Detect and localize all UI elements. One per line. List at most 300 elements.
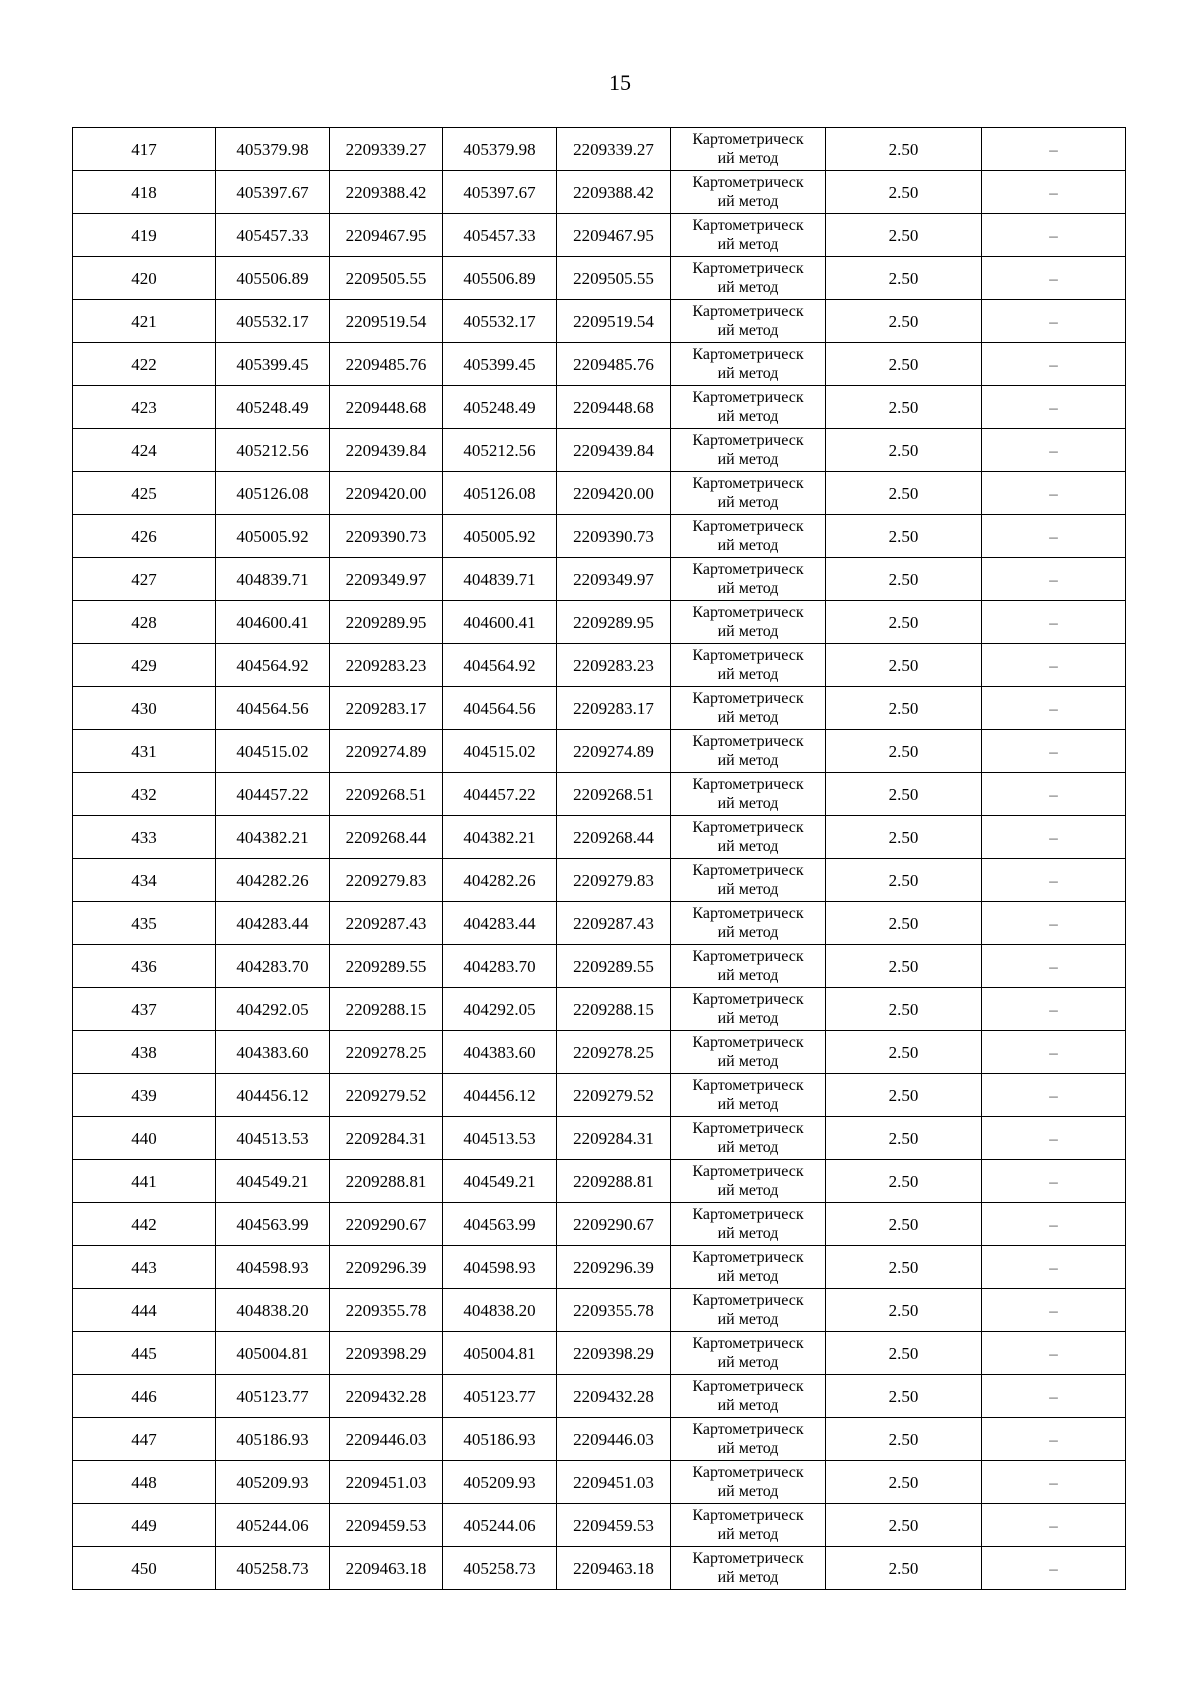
y-existing-cell: 2209290.67 — [330, 1203, 443, 1246]
x-existing-cell: 405126.08 — [216, 472, 330, 515]
x-existing-cell: 404282.26 — [216, 859, 330, 902]
x-new-cell: 404549.21 — [443, 1160, 557, 1203]
point-number-cell: 425 — [73, 472, 216, 515]
method-cell — [671, 1289, 826, 1332]
accuracy-cell: 2.50 — [826, 300, 982, 343]
accuracy-cell: 2.50 — [826, 386, 982, 429]
note-cell: – — [982, 601, 1126, 644]
y-existing-cell: 2209463.18 — [330, 1547, 443, 1590]
accuracy-cell: 2.50 — [826, 1289, 982, 1332]
y-new-cell: 2209432.28 — [557, 1375, 671, 1418]
method-line-1: Картометрическ — [692, 1507, 804, 1524]
y-new-cell: 2209283.23 — [557, 644, 671, 687]
note-cell: – — [982, 386, 1126, 429]
x-existing-cell: 404564.56 — [216, 687, 330, 730]
x-existing-cell: 405532.17 — [216, 300, 330, 343]
method-line-2: ий метод — [717, 1483, 779, 1500]
point-number-cell: 439 — [73, 1074, 216, 1117]
point-number-cell: 426 — [73, 515, 216, 558]
accuracy-cell: 2.50 — [826, 1418, 982, 1461]
accuracy-cell: 2.50 — [826, 429, 982, 472]
note-cell: – — [982, 1332, 1126, 1375]
y-existing-cell: 2209390.73 — [330, 515, 443, 558]
x-existing-cell: 405209.93 — [216, 1461, 330, 1504]
y-new-cell: 2209349.97 — [557, 558, 671, 601]
method-line-1: Картометрическ — [692, 1378, 804, 1395]
x-new-cell: 404838.20 — [443, 1289, 557, 1332]
note-cell: – — [982, 343, 1126, 386]
table-row — [73, 1375, 1126, 1418]
method-cell — [671, 1160, 826, 1203]
method-line-1: Картометрическ — [692, 905, 804, 922]
method-line-2: ий метод — [717, 451, 779, 468]
x-new-cell: 405399.45 — [443, 343, 557, 386]
y-new-cell: 2209289.55 — [557, 945, 671, 988]
point-number-cell: 417 — [73, 128, 216, 171]
y-new-cell: 2209390.73 — [557, 515, 671, 558]
y-existing-cell: 2209283.17 — [330, 687, 443, 730]
y-new-cell: 2209420.00 — [557, 472, 671, 515]
x-existing-cell: 404292.05 — [216, 988, 330, 1031]
point-number-cell: 421 — [73, 300, 216, 343]
method-cell — [671, 1117, 826, 1160]
y-existing-cell: 2209388.42 — [330, 171, 443, 214]
accuracy-cell: 2.50 — [826, 343, 982, 386]
table-row — [73, 1160, 1126, 1203]
point-number-cell: 446 — [73, 1375, 216, 1418]
method-line-2: ий метод — [717, 279, 779, 296]
x-existing-cell: 404283.70 — [216, 945, 330, 988]
y-new-cell: 2209288.81 — [557, 1160, 671, 1203]
method-line-1: Картометрическ — [692, 1077, 804, 1094]
method-line-1: Картометрическ — [692, 1550, 804, 1567]
y-new-cell: 2209485.76 — [557, 343, 671, 386]
point-number-cell: 435 — [73, 902, 216, 945]
y-new-cell: 2209278.25 — [557, 1031, 671, 1074]
method-line-2: ий метод — [717, 1397, 779, 1414]
method-line-1: Картометрическ — [692, 991, 804, 1008]
point-number-cell: 447 — [73, 1418, 216, 1461]
table-row — [73, 1074, 1126, 1117]
note-cell: – — [982, 1289, 1126, 1332]
note-cell: – — [982, 773, 1126, 816]
point-number-cell: 437 — [73, 988, 216, 1031]
point-number-cell: 449 — [73, 1504, 216, 1547]
note-cell: – — [982, 1203, 1126, 1246]
y-existing-cell: 2209283.23 — [330, 644, 443, 687]
x-new-cell: 404839.71 — [443, 558, 557, 601]
method-cell — [671, 1504, 826, 1547]
table-row — [73, 558, 1126, 601]
x-new-cell: 405258.73 — [443, 1547, 557, 1590]
accuracy-cell: 2.50 — [826, 1375, 982, 1418]
table-row — [73, 644, 1126, 687]
point-number-cell: 430 — [73, 687, 216, 730]
accuracy-cell: 2.50 — [826, 859, 982, 902]
method-line-1: Картометрическ — [692, 862, 804, 879]
y-existing-cell: 2209279.52 — [330, 1074, 443, 1117]
point-number-cell: 427 — [73, 558, 216, 601]
y-new-cell: 2209355.78 — [557, 1289, 671, 1332]
method-cell — [671, 1203, 826, 1246]
x-new-cell: 404283.44 — [443, 902, 557, 945]
x-existing-cell: 405506.89 — [216, 257, 330, 300]
x-new-cell: 404513.53 — [443, 1117, 557, 1160]
point-number-cell: 448 — [73, 1461, 216, 1504]
x-existing-cell: 404600.41 — [216, 601, 330, 644]
table-row — [73, 687, 1126, 730]
x-new-cell: 405126.08 — [443, 472, 557, 515]
table-row — [73, 601, 1126, 644]
accuracy-cell: 2.50 — [826, 945, 982, 988]
point-number-cell: 443 — [73, 1246, 216, 1289]
y-existing-cell: 2209467.95 — [330, 214, 443, 257]
table-row — [73, 988, 1126, 1031]
y-new-cell: 2209519.54 — [557, 300, 671, 343]
y-new-cell: 2209459.53 — [557, 1504, 671, 1547]
table-row — [73, 257, 1126, 300]
note-cell: – — [982, 1504, 1126, 1547]
table-row — [73, 1547, 1126, 1590]
x-existing-cell: 404457.22 — [216, 773, 330, 816]
method-line-2: ий метод — [717, 1225, 779, 1242]
y-existing-cell: 2209439.84 — [330, 429, 443, 472]
note-cell: – — [982, 1418, 1126, 1461]
method-line-1: Картометрическ — [692, 1163, 804, 1180]
x-new-cell: 404283.70 — [443, 945, 557, 988]
y-new-cell: 2209279.83 — [557, 859, 671, 902]
table-row — [73, 1504, 1126, 1547]
x-existing-cell: 404515.02 — [216, 730, 330, 773]
accuracy-cell: 2.50 — [826, 472, 982, 515]
x-new-cell: 405457.33 — [443, 214, 557, 257]
x-existing-cell: 405258.73 — [216, 1547, 330, 1590]
y-existing-cell: 2209519.54 — [330, 300, 443, 343]
method-line-2: ий метод — [717, 1354, 779, 1371]
method-cell — [671, 343, 826, 386]
x-existing-cell: 405397.67 — [216, 171, 330, 214]
method-line-1: Картометрическ — [692, 217, 804, 234]
method-line-2: ий метод — [717, 537, 779, 554]
method-line-1: Картометрическ — [692, 518, 804, 535]
method-cell — [671, 386, 826, 429]
method-line-1: Картометрическ — [692, 776, 804, 793]
point-number-cell: 423 — [73, 386, 216, 429]
point-number-cell: 441 — [73, 1160, 216, 1203]
note-cell: – — [982, 816, 1126, 859]
x-new-cell: 404563.99 — [443, 1203, 557, 1246]
x-existing-cell: 405399.45 — [216, 343, 330, 386]
x-existing-cell: 405248.49 — [216, 386, 330, 429]
x-new-cell: 404382.21 — [443, 816, 557, 859]
coordinates-table — [72, 127, 1126, 1590]
x-new-cell: 404598.93 — [443, 1246, 557, 1289]
x-new-cell: 404457.22 — [443, 773, 557, 816]
y-new-cell: 2209448.68 — [557, 386, 671, 429]
table-row — [73, 515, 1126, 558]
point-number-cell: 440 — [73, 1117, 216, 1160]
accuracy-cell: 2.50 — [826, 816, 982, 859]
x-existing-cell: 404283.44 — [216, 902, 330, 945]
method-cell — [671, 859, 826, 902]
x-existing-cell: 405005.92 — [216, 515, 330, 558]
method-line-1: Картометрическ — [692, 174, 804, 191]
method-line-1: Картометрическ — [692, 1034, 804, 1051]
method-line-1: Картометрическ — [692, 647, 804, 664]
method-line-2: ий метод — [717, 924, 779, 941]
table-row — [73, 343, 1126, 386]
table-row — [73, 1031, 1126, 1074]
method-line-2: ий метод — [717, 1569, 779, 1586]
method-line-2: ий метод — [717, 1311, 779, 1328]
method-line-1: Картометрическ — [692, 1120, 804, 1137]
y-new-cell: 2209339.27 — [557, 128, 671, 171]
y-existing-cell: 2209355.78 — [330, 1289, 443, 1332]
method-line-1: Картометрическ — [692, 733, 804, 750]
table-body — [73, 128, 1126, 1590]
method-cell — [671, 988, 826, 1031]
y-existing-cell: 2209278.25 — [330, 1031, 443, 1074]
method-cell — [671, 515, 826, 558]
method-line-1: Картометрическ — [692, 303, 804, 320]
note-cell: – — [982, 300, 1126, 343]
point-number-cell: 438 — [73, 1031, 216, 1074]
y-new-cell: 2209287.43 — [557, 902, 671, 945]
method-cell — [671, 257, 826, 300]
note-cell: – — [982, 687, 1126, 730]
accuracy-cell: 2.50 — [826, 1246, 982, 1289]
accuracy-cell: 2.50 — [826, 1461, 982, 1504]
accuracy-cell: 2.50 — [826, 515, 982, 558]
y-existing-cell: 2209289.95 — [330, 601, 443, 644]
x-new-cell: 404564.92 — [443, 644, 557, 687]
note-cell: – — [982, 214, 1126, 257]
accuracy-cell: 2.50 — [826, 1332, 982, 1375]
y-new-cell: 2209439.84 — [557, 429, 671, 472]
table-row — [73, 730, 1126, 773]
x-existing-cell: 405186.93 — [216, 1418, 330, 1461]
accuracy-cell: 2.50 — [826, 214, 982, 257]
note-cell: – — [982, 1074, 1126, 1117]
method-line-1: Картометрическ — [692, 1206, 804, 1223]
method-cell — [671, 1375, 826, 1418]
table-row — [73, 859, 1126, 902]
table-row — [73, 214, 1126, 257]
table-row — [73, 1332, 1126, 1375]
y-existing-cell: 2209446.03 — [330, 1418, 443, 1461]
y-existing-cell: 2209339.27 — [330, 128, 443, 171]
x-new-cell: 404515.02 — [443, 730, 557, 773]
note-cell: – — [982, 902, 1126, 945]
point-number-cell: 428 — [73, 601, 216, 644]
method-line-1: Картометрическ — [692, 1292, 804, 1309]
y-existing-cell: 2209279.83 — [330, 859, 443, 902]
x-existing-cell: 405457.33 — [216, 214, 330, 257]
method-cell — [671, 816, 826, 859]
method-line-1: Картометрическ — [692, 690, 804, 707]
method-line-2: ий метод — [717, 795, 779, 812]
note-cell: – — [982, 1461, 1126, 1504]
method-cell — [671, 472, 826, 515]
method-line-2: ий метод — [717, 752, 779, 769]
accuracy-cell: 2.50 — [826, 687, 982, 730]
method-cell — [671, 300, 826, 343]
x-existing-cell: 404382.21 — [216, 816, 330, 859]
method-line-1: Картометрическ — [692, 1464, 804, 1481]
point-number-cell: 431 — [73, 730, 216, 773]
y-new-cell: 2209451.03 — [557, 1461, 671, 1504]
table-row — [73, 902, 1126, 945]
y-new-cell: 2209463.18 — [557, 1547, 671, 1590]
point-number-cell: 436 — [73, 945, 216, 988]
table-row — [73, 472, 1126, 515]
method-cell — [671, 1074, 826, 1117]
note-cell: – — [982, 257, 1126, 300]
method-line-2: ий метод — [717, 967, 779, 984]
y-new-cell: 2209388.42 — [557, 171, 671, 214]
table-row — [73, 816, 1126, 859]
y-new-cell: 2209284.31 — [557, 1117, 671, 1160]
accuracy-cell: 2.50 — [826, 730, 982, 773]
note-cell: – — [982, 1117, 1126, 1160]
note-cell: – — [982, 945, 1126, 988]
table-row — [73, 945, 1126, 988]
method-cell — [671, 1246, 826, 1289]
x-new-cell: 405244.06 — [443, 1504, 557, 1547]
x-new-cell: 404282.26 — [443, 859, 557, 902]
note-cell: – — [982, 1160, 1126, 1203]
y-new-cell: 2209467.95 — [557, 214, 671, 257]
point-number-cell: 450 — [73, 1547, 216, 1590]
method-line-2: ий метод — [717, 580, 779, 597]
y-new-cell: 2209398.29 — [557, 1332, 671, 1375]
y-new-cell: 2209289.95 — [557, 601, 671, 644]
y-new-cell: 2209296.39 — [557, 1246, 671, 1289]
y-existing-cell: 2209287.43 — [330, 902, 443, 945]
method-cell — [671, 128, 826, 171]
method-cell — [671, 429, 826, 472]
method-line-2: ий метод — [717, 322, 779, 339]
x-new-cell: 405004.81 — [443, 1332, 557, 1375]
y-new-cell: 2209505.55 — [557, 257, 671, 300]
point-number-cell: 433 — [73, 816, 216, 859]
x-new-cell: 405212.56 — [443, 429, 557, 472]
method-cell — [671, 644, 826, 687]
y-existing-cell: 2209268.44 — [330, 816, 443, 859]
y-existing-cell: 2209448.68 — [330, 386, 443, 429]
table-row — [73, 386, 1126, 429]
note-cell: – — [982, 730, 1126, 773]
method-cell — [671, 902, 826, 945]
method-cell — [671, 1332, 826, 1375]
x-existing-cell: 404549.21 — [216, 1160, 330, 1203]
y-existing-cell: 2209288.15 — [330, 988, 443, 1031]
table-row — [73, 1246, 1126, 1289]
note-cell: – — [982, 515, 1126, 558]
accuracy-cell: 2.50 — [826, 902, 982, 945]
y-new-cell: 2209268.44 — [557, 816, 671, 859]
x-new-cell: 405209.93 — [443, 1461, 557, 1504]
point-number-cell: 420 — [73, 257, 216, 300]
y-existing-cell: 2209432.28 — [330, 1375, 443, 1418]
table-row — [73, 1418, 1126, 1461]
y-new-cell: 2209446.03 — [557, 1418, 671, 1461]
y-existing-cell: 2209485.76 — [330, 343, 443, 386]
method-line-1: Картометрическ — [692, 475, 804, 492]
method-line-1: Картометрическ — [692, 389, 804, 406]
x-existing-cell: 405244.06 — [216, 1504, 330, 1547]
x-new-cell: 405186.93 — [443, 1418, 557, 1461]
table-row — [73, 171, 1126, 214]
method-line-2: ий метод — [717, 408, 779, 425]
note-cell: – — [982, 171, 1126, 214]
accuracy-cell: 2.50 — [826, 1031, 982, 1074]
method-line-2: ий метод — [717, 1010, 779, 1027]
y-existing-cell: 2209505.55 — [330, 257, 443, 300]
note-cell: – — [982, 1547, 1126, 1590]
x-new-cell: 404564.56 — [443, 687, 557, 730]
y-existing-cell: 2209274.89 — [330, 730, 443, 773]
table-row — [73, 1289, 1126, 1332]
method-line-1: Картометрическ — [692, 1249, 804, 1266]
method-cell — [671, 1031, 826, 1074]
method-line-1: Картометрическ — [692, 432, 804, 449]
accuracy-cell: 2.50 — [826, 257, 982, 300]
x-existing-cell: 404838.20 — [216, 1289, 330, 1332]
note-cell: – — [982, 859, 1126, 902]
table-row — [73, 1117, 1126, 1160]
method-line-2: ий метод — [717, 1182, 779, 1199]
x-new-cell: 404600.41 — [443, 601, 557, 644]
x-existing-cell: 404598.93 — [216, 1246, 330, 1289]
accuracy-cell: 2.50 — [826, 1074, 982, 1117]
method-line-2: ий метод — [717, 365, 779, 382]
note-cell: – — [982, 128, 1126, 171]
accuracy-cell: 2.50 — [826, 171, 982, 214]
note-cell: – — [982, 988, 1126, 1031]
accuracy-cell: 2.50 — [826, 1117, 982, 1160]
method-line-1: Картометрическ — [692, 561, 804, 578]
x-existing-cell: 404563.99 — [216, 1203, 330, 1246]
method-line-2: ий метод — [717, 623, 779, 640]
note-cell: – — [982, 558, 1126, 601]
method-line-1: Картометрическ — [692, 948, 804, 965]
method-line-2: ий метод — [717, 881, 779, 898]
method-line-1: Картометрическ — [692, 1335, 804, 1352]
method-line-1: Картометрическ — [692, 131, 804, 148]
note-cell: – — [982, 1031, 1126, 1074]
method-line-2: ий метод — [717, 1440, 779, 1457]
x-existing-cell: 404513.53 — [216, 1117, 330, 1160]
accuracy-cell: 2.50 — [826, 601, 982, 644]
x-existing-cell: 405379.98 — [216, 128, 330, 171]
x-new-cell: 405506.89 — [443, 257, 557, 300]
point-number-cell: 434 — [73, 859, 216, 902]
x-existing-cell: 405004.81 — [216, 1332, 330, 1375]
accuracy-cell: 2.50 — [826, 1160, 982, 1203]
accuracy-cell: 2.50 — [826, 988, 982, 1031]
method-line-2: ий метод — [717, 494, 779, 511]
method-line-2: ий метод — [717, 1268, 779, 1285]
method-line-2: ий метод — [717, 666, 779, 683]
y-new-cell: 2209279.52 — [557, 1074, 671, 1117]
x-new-cell: 405123.77 — [443, 1375, 557, 1418]
method-cell — [671, 773, 826, 816]
point-number-cell: 429 — [73, 644, 216, 687]
x-existing-cell: 404564.92 — [216, 644, 330, 687]
x-existing-cell: 405212.56 — [216, 429, 330, 472]
point-number-cell: 432 — [73, 773, 216, 816]
